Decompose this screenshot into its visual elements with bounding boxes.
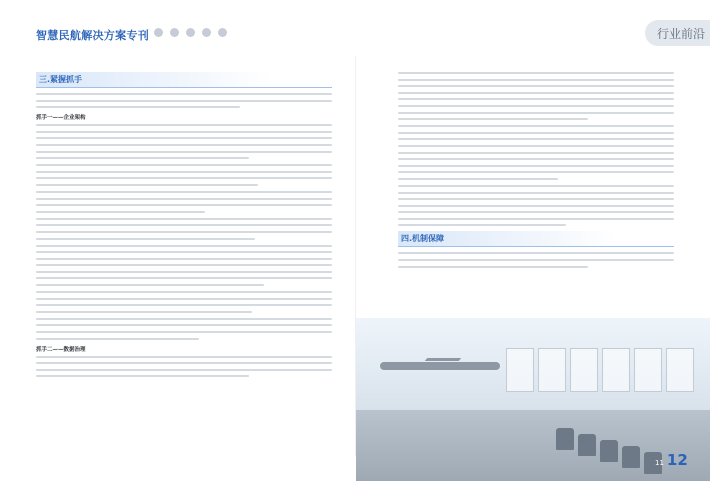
text-line [398,125,674,127]
text-line [398,85,674,87]
text-line [36,258,332,260]
right-column [398,72,674,273]
text-line [398,259,674,261]
text-line [398,218,674,220]
paragraph [36,345,332,378]
text-line [36,124,332,126]
paragraph [36,245,332,287]
text-line [36,311,252,313]
right-column-body [398,72,674,226]
text-line [36,151,332,153]
text-line [36,157,249,159]
text-line [398,72,674,74]
text-line [398,145,674,147]
text-line [36,204,332,206]
section-heading: 四.机制保障 [398,231,674,247]
terminal-window [602,348,630,392]
airplane-wing [425,358,462,361]
text-line [398,192,674,194]
waiting-seat [556,428,574,450]
paragraph [36,191,332,213]
waiting-seat [600,440,618,462]
page-number-left: 11 [655,459,664,467]
paragraph [398,185,674,227]
text-line [36,318,332,320]
text-line [398,98,674,100]
terminal-window [634,348,662,392]
publication-title: 智慧民航解决方案专刊 [36,29,149,42]
text-line [36,171,332,173]
paragraph [36,93,332,108]
text-line [398,105,674,107]
right-column-body [398,252,674,267]
paragraph [398,125,674,180]
text-line [398,92,674,94]
text-line [36,238,255,240]
text-line [398,252,674,254]
paragraph [36,218,332,240]
paragraph [36,113,332,159]
subheading: 抓手一——企业架构 [36,115,86,122]
terminal-window [506,348,534,392]
text-line [36,100,332,102]
text-line [398,158,674,160]
share-toolbar [154,28,227,37]
text-line [398,152,674,154]
section-tab [645,20,710,46]
text-line [36,224,332,226]
text-line [36,284,264,286]
text-line [398,266,588,268]
section-heading: 三.紧握抓手 [36,72,332,88]
text-line [36,277,332,279]
terminal-window [666,348,694,392]
text-line [36,324,332,326]
paragraph [398,252,674,267]
text-line [36,164,332,166]
share-alt-icon[interactable] [202,28,211,37]
text-line [36,271,332,273]
left-column-body [36,93,332,377]
text-line [398,224,566,226]
text-line [36,198,332,200]
text-line [398,118,588,120]
terminal-window [570,348,598,392]
text-line [36,338,199,340]
text-line [36,356,332,358]
text-line [36,137,332,139]
text-line [398,198,674,200]
subheading: 抓手二——数据治理 [36,346,86,353]
text-line [36,298,332,300]
text-line [36,231,332,233]
social-icon[interactable] [186,28,195,37]
text-line [36,251,332,253]
paragraph [36,291,332,313]
share-icon[interactable] [154,28,163,37]
text-line [398,112,674,114]
text-line [36,218,332,220]
left-column [36,72,332,382]
text-line [36,93,332,95]
text-line [398,132,674,134]
text-line [36,211,205,213]
web-icon[interactable] [218,28,227,37]
airplane-silhouette [380,362,500,370]
paragraph [36,318,332,340]
page-header [0,0,710,62]
waiting-seat [622,446,640,468]
text-line [36,375,249,377]
text-line [36,304,332,306]
text-line [36,191,332,193]
text-line [398,138,674,140]
text-line [36,369,332,371]
text-line [36,131,332,133]
section-tab-label: 行业前沿 [657,27,706,41]
paragraph [36,164,332,186]
text-line [36,106,240,108]
text-line [36,177,332,179]
text-line [36,245,332,247]
terminal-window [538,348,566,392]
text-line [36,291,332,293]
text-line [398,171,674,173]
text-line [36,331,332,333]
page-number-right: 12 [666,451,688,469]
text-line [398,205,674,207]
text-line [398,79,674,81]
text-line [36,264,332,266]
paragraph [398,72,674,120]
text-line [36,144,332,146]
text-line [398,185,674,187]
link-icon[interactable] [170,28,179,37]
waiting-seat [578,434,596,456]
text-line [398,178,558,180]
text-line [398,165,674,167]
text-line [36,362,332,364]
text-line [398,211,674,213]
page-number [655,451,688,469]
text-line [36,184,258,186]
